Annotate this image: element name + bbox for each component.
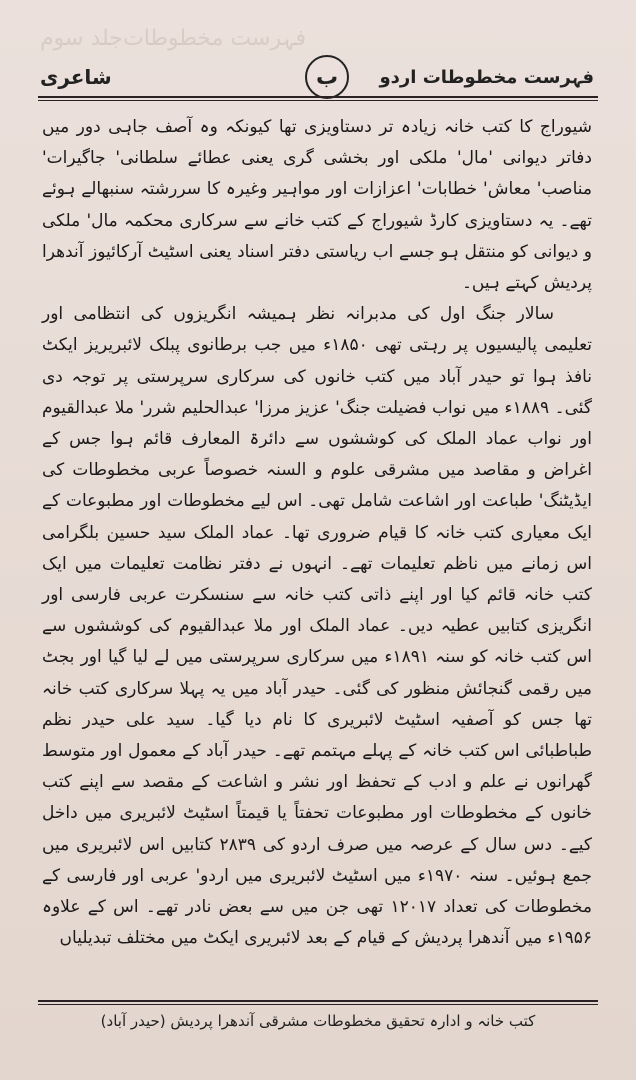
page-footer: کتب خانہ و ادارہ تحقیق مخطوطات مشرقی آندھرا پردیش (حیدر آباد) bbox=[100, 1012, 536, 1030]
section-title: شاعری bbox=[40, 65, 112, 89]
header-rule-thin bbox=[38, 100, 598, 101]
header-rule-thick bbox=[38, 96, 598, 98]
footer-rule-thin bbox=[38, 1004, 598, 1005]
running-title: فہرست مخطوطات اردو bbox=[379, 67, 594, 88]
footer-rule-thick bbox=[38, 1000, 598, 1002]
paragraph: شیوراج کا کتب خانہ زیادہ تر دستاویزی تھا کیونکہ وہ آصف جاہی دور میں دفاتر دیوانی 'مال' ملکی اور بخشی گری یعنی عطائے سلطانی' جاگیرات' مناصب' معاش' خطابات' اعزازات اور مواہیر وغیرہ کا سررشتہ سنبھالے ہوئے تھے۔ یہ دستاویزی کارڈ شیوراج کے کتب خانے سے سرکاری محکمہ مال' ملکی و دیوانی کو منتقل ہو جسے اب ریاستی دفتر اسناد یعنی اسٹیٹ آرکائیوز آندھرا پردیش کہتے ہیں۔ bbox=[42, 117, 592, 294]
bleed-through-right: فہرست مخطوطات bbox=[123, 26, 306, 51]
bleed-through-text bbox=[0, 18, 636, 58]
page-marker: ب bbox=[305, 55, 349, 99]
paragraph: سالار جنگ اول کی مدبرانہ نظر ہمیشہ انگریزوں کی انتظامی اور تعلیمی پالیسیوں پر رہتی تھی ۱۸۵۰ء میں جب برطانوی پبلک لائبریریز ایکٹ نافذ ہوا تو حیدر آباد میں کتب خانوں کی سرکاری سرپرستی پر توجہ دی گئی۔ ۱۸۸۹ء میں نواب فضیلت جنگ' عزیز مرزا' عبدالحلیم شرر' ملا عبدالقیوم اور نواب عماد الملک کی کوششوں سے دائرۃ المعارف قائم ہوا جس کے اغراض و مقاصد میں مشرقی علوم و السنہ خصوصاً عربی مخطوطات کی ایڈیٹنگ' طباعت اور اشاعت شامل تھی۔ اس لیے مخطوطات اور مطبوعات کے ایک معیاری کتب خانہ کا قیام ضروری تھا۔ عماد الملک سید حسین بلگرامی اس زمانے میں ناظم تعلیمات تھے۔ انہوں نے دفتر نظامت تعلیمات میں ایک کتب خانہ قائم کیا اور اپنے ذاتی کتب خانہ سے سنسکرت عربی فارسی اور انگریزی کتابیں عطیہ دیں۔ عماد الملک اور ملا عبدالقیوم کی کوششوں سے اس کتب خانہ کو سنہ ۱۸۹۱ء میں سرکاری سرپرستی میں لے لیا گیا اور بجٹ میں رقمی گنجائش منظور کی گئی۔ حیدر آباد میں یہ پہلا سرکاری کتب خانہ تھا جس کو آصفیہ اسٹیٹ لائبریری کا نام دیا گیا۔ سید علی حیدر نظم طباطبائی اس کتب خانہ کے پہلے مہتمم تھے۔ حیدر آباد کے معمول اور متوسط گھرانوں نے علم و ادب کے تحفظ اور نشر و اشاعت کے مقصد سے اپنے کتب خانوں کے مخطوطات اور مطبوعات تحفتاً یا قیمتاً اسٹیٹ لائبریری میں داخل کیے۔ دس سال کے عرصہ میں صرف اردو کی ۲۸۳۹ کتابیں اس لائبریری میں جمع ہوئیں۔ سنہ ۱۹۷۰ء میں اسٹیٹ لائبریری میں اردو' عربی اور فارسی کے مخطوطات کی تعداد ۱۲۰۱۷ تھی جن میں سے بعض نادر تھے۔ اس کے علاوہ ۱۹۵۶ء میں آندھرا پردیش کے قیام کے بعد لائبریری ایکٹ میں مختلف تبدیلیاں bbox=[42, 304, 593, 949]
bleed-through-left: جلد سوم bbox=[40, 26, 123, 51]
body-text bbox=[42, 112, 592, 954]
page-header bbox=[40, 55, 594, 97]
